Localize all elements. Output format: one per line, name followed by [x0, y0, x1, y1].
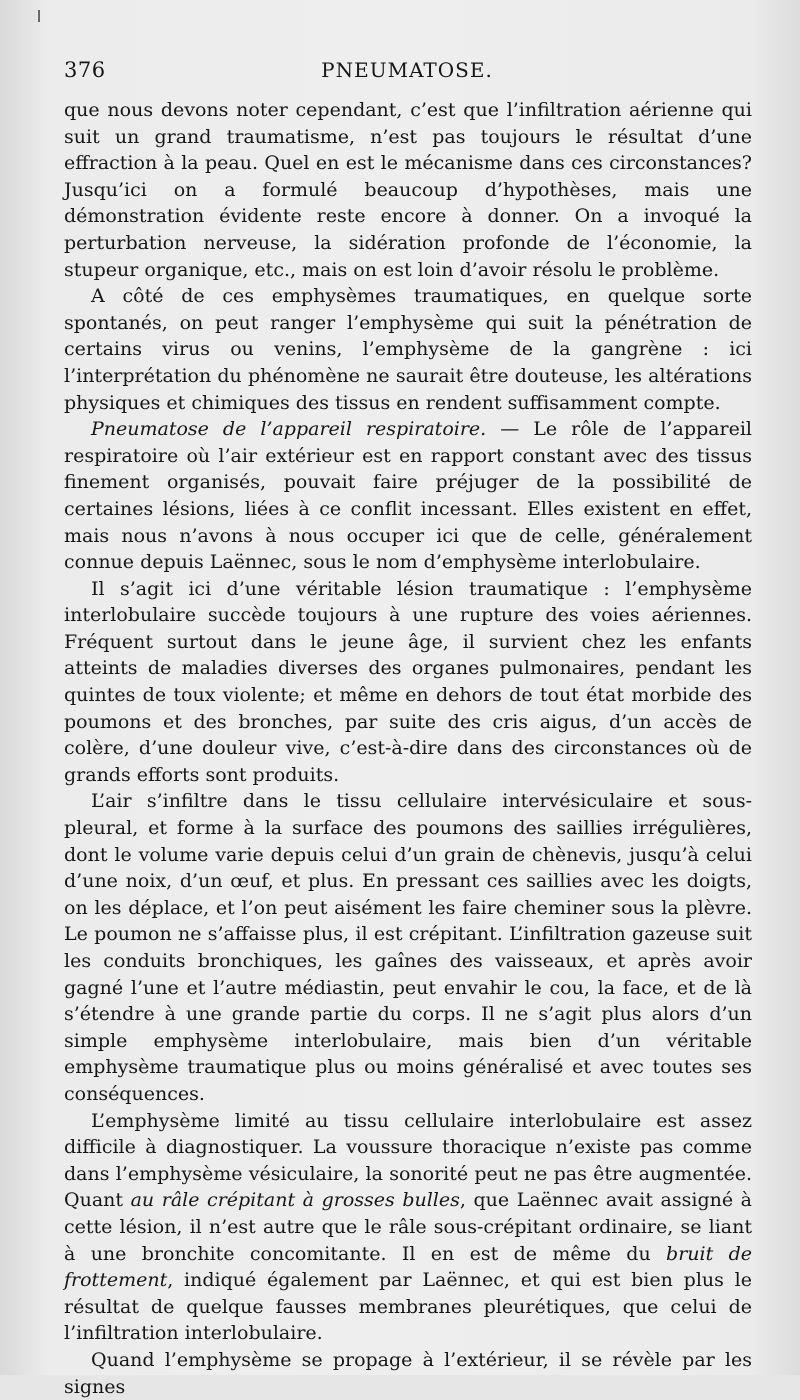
paragraph-2	[64, 283, 752, 416]
body-text	[64, 97, 752, 1400]
paragraph-text: — Le rôle de l’appareil respiratoire où l’air extérieur est en rapport constant avec des tissus finement organisés, pouvait faire préjuger de la possibilité de certaines lésions, liées à ce conflit incessant. Elles existent en effet, mais nous n’avons à nous occuper ici que de celle, généralement connue depuis Laënnec, sous le nom d’emphysème interlobulaire.	[64, 418, 752, 574]
paragraph-text: A côté de ces emphysèmes traumatiques, en quelque sorte spontanés, on peut ranger l’emphysème qui suit la pénétration de certains virus ou venins, l’emphysème de la gangrène : ici l’interprétation du phénomène ne saurait être douteuse, les altérations physiques et chimiques des tissus en rendent suffisamment compte.	[64, 285, 752, 414]
section-heading: Pneumatose de l’appareil respiratoire.	[91, 418, 487, 441]
italic-term: bruit de frottement	[64, 1242, 753, 1292]
page-header	[64, 58, 750, 92]
paragraph-3	[64, 416, 752, 576]
paragraph-text: , que Laënnec avait assigné à cette lésion, il n’est autre que le râle sous-crépitant ordinaire, se liant à une bronchite concomitante. Il en est de même du	[64, 1189, 752, 1265]
page-number: 376	[64, 58, 106, 82]
running-title: PNEUMATOSE.	[321, 58, 493, 82]
paragraph-text: Quand l’emphysème se propage à l’extérieur, il se révèle par les signes	[64, 1348, 752, 1398]
paragraph-text: L’air s’infiltre dans le tissu cellulaire intervésiculaire et sous-pleural, et forme à la surface des poumons des saillies irrégulières, dont le volume varie depuis celui d’un grain de chènevis, jusqu’à celui d’une noix, d’un œuf, et plus. En pressant ces saillies avec les doigts, on les déplace, et l’on peut aisément les faire cheminer sous la plèvre. Le poumon ne s’affaisse plus, il est crépitant. L’infiltration gazeuse suit les conduits bronchiques, les gaînes des vaisseaux, et après avoir gagné l’une et l’autre médiastin, peut envahir le cou, la face, et de là s’étendre à une grande partie du corps. Il ne s’agit plus alors d’un simple emphysème interlobulaire, mais bien d’un véritable emphysème traumatique plus ou moins généralisé et avec toutes ses conséquences.	[64, 790, 752, 1105]
paragraph-text: Il s’agit ici d’une véritable lésion traumatique : l’emphysème interlobulaire succède toujours à une rupture des voies aériennes. Fréquent surtout dans le jeune âge, il survient chez les enfants atteints de maladies diverses des organes pulmonaires, pendant les quintes de toux violente; et même en dehors de tout état morbide des poumons et des bronches, par suite des cris aigus, d’un accès de colère, d’une douleur vive, c’est-à-dire dans des circonstances où de grands efforts sont produits.	[64, 577, 752, 786]
paragraph-7	[64, 1347, 752, 1400]
paragraph-text: que nous devons noter cependant, c’est que l’infiltration aérienne qui suit un grand traumatisme, n’est pas toujours le résultat d’une effraction à la peau. Quel en est le mécanisme dans ces circonstances? Jusqu’ici on a formulé beaucoup d’hypothèses, mais une démonstration évidente reste encore à donner. On a invoqué la perturbation nerveuse, la sidération profonde de l’économie, la stupeur organique, etc., mais on est loin d’avoir résolu le problème.	[64, 99, 752, 281]
italic-term: au râle crépitant à grosses bulles	[130, 1189, 460, 1212]
paragraph-1	[64, 97, 752, 283]
paragraph-text: L’emphysème limité au tissu cellulaire interlobulaire est assez difficile à diagnostiquer. La voussure thoracique n’existe pas comme dans l’emphysème vésiculaire, la sonorité peut ne pas être augmentée. Quant	[64, 1109, 752, 1212]
scan-mark	[38, 10, 40, 22]
paragraph-4	[64, 576, 752, 789]
paragraph-6	[64, 1108, 752, 1347]
paragraph-text: , indiqué également par Laënnec, et qui est bien plus le résultat de quelque fausses membranes pleurétiques, que celui de l’infiltration interlobulaire.	[64, 1269, 752, 1345]
paragraph-5	[64, 788, 752, 1107]
